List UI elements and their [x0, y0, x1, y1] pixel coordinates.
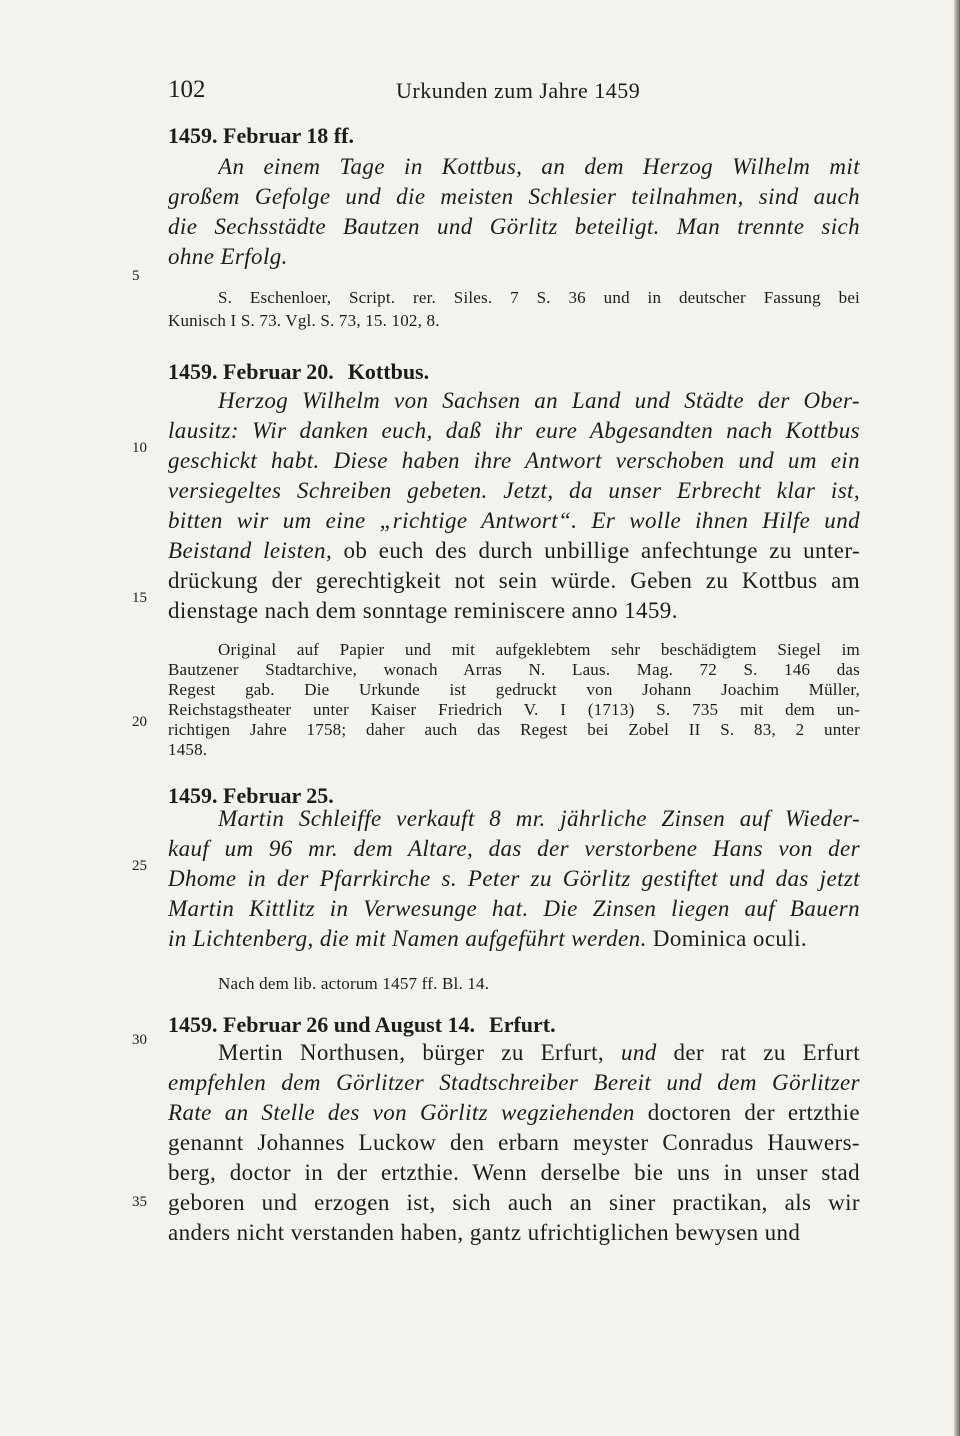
text-line [168, 834, 860, 864]
page-number: 102 [168, 76, 206, 103]
text-line [168, 566, 860, 596]
text-line [168, 1158, 860, 1188]
italic-text: Martin Kittlitz in Verwesunge hat. Die Zinsen liegen auf Bauern [168, 896, 860, 921]
roman-text: genannt Johannes Luckow den erbarn meyster Conradus Hauwers- [168, 1130, 860, 1155]
entry-place: Kottbus. [347, 359, 430, 384]
italic-text: in Lichtenberg, die mit Namen aufgeführt werden. [168, 926, 647, 951]
italic-text: Herzog Wilhelm von Sachsen an Land und Städte der Ober- [218, 388, 860, 413]
entry-heading [168, 123, 354, 149]
line-number: 25 [132, 858, 147, 874]
text-line [168, 242, 860, 272]
italic-text: lausitz: Wir danken euch, daß ihr eure Abgesandten nach Kottbus [168, 418, 860, 443]
text-line [168, 416, 860, 446]
roman-text: berg, doctor in der ertzthie. Wenn derselbe bie uns in unser stad [168, 1160, 860, 1185]
entry-date: 1459. Februar 26 und August 14. [168, 1012, 476, 1037]
text-line [218, 152, 860, 182]
line-number: 15 [132, 590, 147, 606]
italic-text: kauf um 96 mr. dem Altare, das der verstorbene Hans von der [168, 836, 860, 861]
text-line [218, 1038, 860, 1068]
entry-place: Erfurt. [489, 1012, 556, 1037]
text-line [168, 894, 860, 924]
italic-text: An einem Tage in Kottbus, an dem Herzog Wilhelm mit [218, 154, 860, 179]
roman-text: drückung der gerechtigkeit not sein würde. Geben zu Kottbus am [168, 568, 860, 593]
entry-date: 1459. Februar 25. [168, 783, 334, 808]
text-line [168, 212, 860, 242]
italic-text: die Sechsstädte Bautzen und Görlitz beteiligt. Man trennte sich [168, 214, 860, 239]
entry-date: 1459. Februar 18 ff. [168, 123, 354, 148]
italic-text: bitten wir um eine „richtige Antwort“. Er wolle ihnen Hilfe und [168, 508, 860, 533]
italic-text: Rate an Stelle des von Görlitz wegziehenden [168, 1100, 635, 1125]
line-number: 10 [132, 440, 147, 456]
footnote-line: Nach dem lib. actorum 1457 ff. Bl. 14. [218, 974, 490, 993]
text-line [168, 1068, 860, 1098]
roman-text: der rat zu Erfurt [656, 1040, 860, 1065]
roman-text: dienstage nach dem sonntage reminiscere anno 1459. [168, 598, 678, 623]
text-line [168, 506, 860, 536]
text-line [168, 446, 860, 476]
roman-text: Mertin Northusen, bürger zu Erfurt, [218, 1040, 621, 1065]
italic-text: ohne Erfolg. [168, 244, 288, 269]
text-line [218, 804, 860, 834]
italic-text: Martin Schleiffe verkauft 8 mr. jährliche Zinsen auf Wieder- [218, 806, 860, 831]
entry-heading [168, 359, 429, 385]
text-line [168, 1218, 860, 1248]
entry-heading [168, 1012, 556, 1038]
line-number: 30 [132, 1032, 147, 1048]
roman-text: Dominica oculi. [646, 926, 808, 951]
text-line [218, 386, 860, 416]
text-line [168, 864, 860, 894]
roman-text: ob euch des durch unbillige anfechtunge zu unter- [332, 538, 860, 563]
italic-text: versiegeltes Schreiben gebeten. Jetzt, da unser Erbrecht klar ist, [168, 478, 860, 503]
footnote-line: 1458. [168, 740, 208, 759]
document-body [168, 0, 860, 1436]
line-number: 35 [132, 1194, 147, 1210]
footnote-line: Bautzener Stadtarchive, wonach Arras N. Laus. Mag. 72 S. 146 das [168, 660, 860, 679]
footnote-line: S. Eschenloer, Script. rer. Siles. 7 S. 36 und in deutscher Fassung bei [218, 288, 860, 307]
footnote-line: Original auf Papier und mit aufgeklebtem sehr beschädigtem Siegel im [218, 640, 860, 659]
footnote-line: Kunisch I S. 73. Vgl. S. 73, 15. 102, 8. [168, 311, 440, 330]
page-edge-shadow [954, 0, 960, 1436]
line-number: 5 [132, 268, 140, 284]
footnote-line: Reichstagstheater unter Kaiser Friedrich V. I (1713) S. 735 mit dem un- [168, 700, 860, 719]
roman-text: anders nicht verstanden haben, gantz ufrichtiglichen bewysen und [168, 1220, 801, 1245]
text-line [168, 182, 860, 212]
roman-text: geboren und erzogen ist, sich auch an siner practikan, als wir [168, 1190, 860, 1215]
text-line [168, 1188, 860, 1218]
italic-text: empfehlen dem Görlitzer Stadtschreiber Bereit und dem Görlitzer [168, 1070, 860, 1095]
running-title: Urkunden zum Jahre 1459 [396, 78, 641, 103]
line-number: 20 [132, 714, 147, 730]
italic-text: und [620, 1040, 657, 1065]
italic-text: Dhome in der Pfarrkirche s. Peter zu Görlitz gestiftet und das jetzt [168, 866, 860, 891]
roman-text: doctoren der ertzthie [634, 1100, 860, 1125]
text-line [168, 476, 860, 506]
text-line [168, 536, 860, 566]
entry-date: 1459. Februar 20. [168, 359, 334, 384]
text-line [168, 1128, 860, 1158]
footnote-line: Regest gab. Die Urkunde ist gedruckt von Johann Joachim Müller, [168, 680, 860, 699]
italic-text: Beistand leisten, [168, 538, 333, 563]
italic-text: geschickt habt. Diese haben ihre Antwort verschoben und um ein [168, 448, 860, 473]
text-line [168, 1098, 860, 1128]
text-line [168, 596, 860, 626]
text-line [168, 924, 860, 954]
italic-text: großem Gefolge und die meisten Schlesier teilnahmen, sind auch [168, 184, 860, 209]
footnote-line: richtigen Jahre 1758; daher auch das Regest bei Zobel II S. 83, 2 unter [168, 720, 860, 739]
